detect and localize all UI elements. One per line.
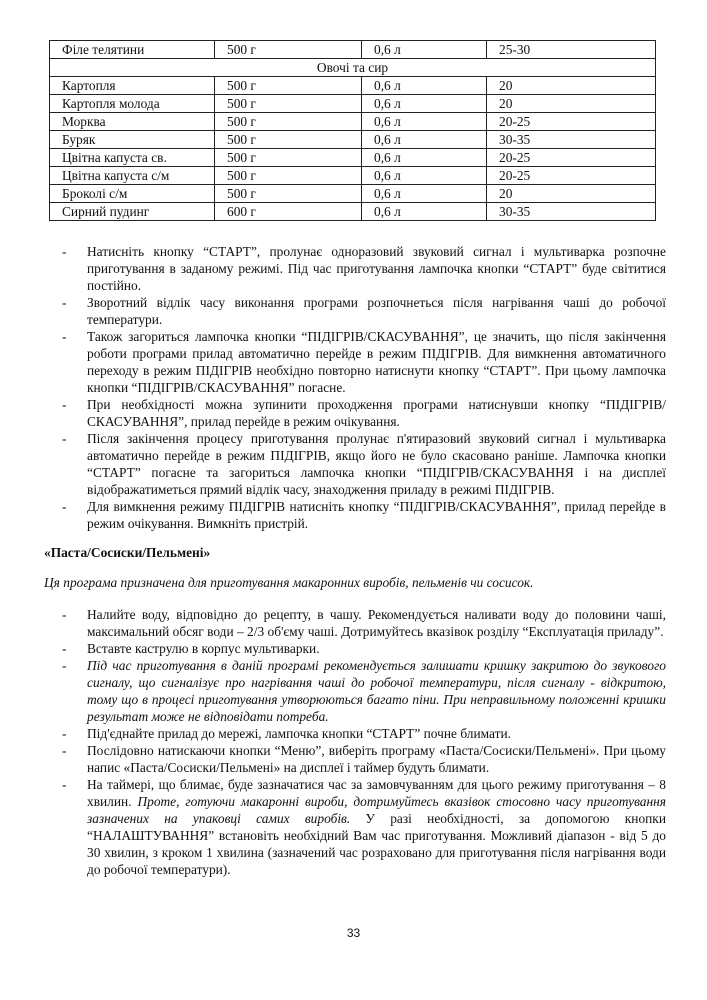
table-row [50, 131, 656, 149]
list-item [62, 430, 666, 498]
program-instructions-list [62, 606, 666, 878]
list-item [62, 243, 666, 294]
table-cell: 30-35 [487, 131, 656, 149]
list-item-text: Налийте воду, відповідно до рецепту, в чашу. Рекомендується наливати воду до половини чаші, максимальний обсяг води – 2/3 об'єму чаші. Дотримуйтесь вказівок розділу “Експлуатація приладу”. [87, 607, 666, 639]
list-item-text: Під'єднайте прилад до мережі, лампочка кнопки “СТАРТ” почне блимати. [87, 726, 512, 741]
table-cell: 20 [487, 185, 656, 203]
table-cell: 0,6 л [362, 131, 487, 149]
instructions-list [62, 243, 666, 532]
list-item [62, 657, 666, 725]
list-item-text: У разі необхідності, за допомогою кнопки “НАЛАШТУВАННЯ” встановіть необхідний Вам час приготування. Можливий діапазон - від 5 до 30 хвилин, з кроком 1 хвилина (зазначений час розраховано для приготування після нагрівання води до робочої температури). [87, 811, 666, 877]
list-item-text: Для вимкнення режиму ПІДІГРІВ натисніть кнопку “ПІДІГРІВ/СКАСУВАННЯ”, прилад перейде в режим очікування. Вимкніть пристрій. [87, 499, 666, 531]
table-row [50, 77, 656, 95]
bullet-dash: - [62, 777, 67, 792]
list-item [62, 328, 666, 396]
table-cell: 0,6 л [362, 185, 487, 203]
table-cell: Броколі с/м [50, 185, 215, 203]
table-row [50, 203, 656, 221]
table-cell: Цвітна капуста с/м [50, 167, 215, 185]
section-heading: «Паста/Сосиски/Пельмені» [44, 545, 211, 560]
list-item [62, 776, 666, 878]
table-row [50, 149, 656, 167]
bullet-dash: - [62, 743, 67, 758]
table-cell: 20 [487, 77, 656, 95]
table-cell: 20-25 [487, 167, 656, 185]
bullet-dash: - [62, 397, 67, 412]
bullet-dash: - [62, 641, 67, 656]
table-cell: 500 г [215, 77, 362, 95]
cooking-table [49, 40, 656, 221]
table-cell: 500 г [215, 149, 362, 167]
bullet-dash: - [62, 431, 67, 446]
group-title: Овочі та сир [50, 59, 656, 77]
table-cell: 0,6 л [362, 113, 487, 131]
bullet-dash: - [62, 244, 67, 259]
bullet-dash: - [62, 295, 67, 310]
table-row [50, 113, 656, 131]
bullet-dash: - [62, 499, 67, 514]
list-item [62, 606, 666, 640]
table-cell: 0,6 л [362, 95, 487, 113]
page-number: 33 [346, 926, 361, 940]
table-cell: 500 г [215, 131, 362, 149]
table-cell: Сирний пудинг [50, 203, 215, 221]
table-cell: Цвітна капуста св. [50, 149, 215, 167]
table-row [50, 167, 656, 185]
table-cell: 25-30 [487, 41, 656, 59]
table-cell: 0,6 л [362, 149, 487, 167]
table-cell: 20-25 [487, 113, 656, 131]
table-cell: 20 [487, 95, 656, 113]
table-row [50, 185, 656, 203]
list-item-text: Під час приготування в даній програмі рекомендується залишати кришку закритою до звукового сигналу, що сигналізує про нагрівання чаші до робочої температури, після сигналу - відкритою, тому що в процесі приготування утворюються багато піни. При неправильному положенні кришки результат може не відповідати потреба. [87, 658, 666, 724]
table-cell: 0,6 л [362, 41, 487, 59]
list-item [62, 742, 666, 776]
table-cell: 500 г [215, 167, 362, 185]
list-item-text: Проте, готуючи макаронні вироби, дотримуйтесь вказівок стосовно часу приготування зазначених на упаковці самих виробів. [87, 794, 666, 826]
bullet-dash: - [62, 607, 67, 622]
table-cell: 0,6 л [362, 167, 487, 185]
table-cell: Буряк [50, 131, 215, 149]
list-item-text: Також загориться лампочка кнопки “ПІДІГРІВ/СКАСУВАННЯ”, це значить, що після закінчення роботи програми прилад автоматично перейде в режим ПІДІГРІВ. Для вимкнення автоматичного переходу в режим ПІДІГРІВ необхідно повторно натиснути кнопку “СТАРТ”. При цьому лампочка кнопки “ПІДІГРІВ/СКАСУВАННЯ” погасне. [87, 329, 666, 395]
list-item [62, 640, 666, 657]
section-intro: Ця програма призначена для приготування макаронних виробів, пельменів чи сосисок. [44, 575, 534, 590]
list-item [62, 294, 666, 328]
list-item-text: Послідовно натискаючи кнопки “Меню”, виберіть програму «Паста/Сосиски/Пельмені». При цьому напис «Паста/Сосиски/Пельмені» на дисплеї і таймер будуть блимати. [87, 743, 666, 775]
table-cell: 20-25 [487, 149, 656, 167]
list-item [62, 498, 666, 532]
table-cell: 500 г [215, 185, 362, 203]
table-cell: 500 г [215, 41, 362, 59]
table-group-row [50, 59, 656, 77]
table-cell: 500 г [215, 95, 362, 113]
table-row [50, 95, 656, 113]
table-cell: Філе телятини [50, 41, 215, 59]
table-cell: Картопля [50, 77, 215, 95]
bullet-dash: - [62, 329, 67, 344]
list-item-text: На таймері, що блимає, буде зазначатися час за замовчуванням для цього режиму приготування – 8 хвилин. [87, 777, 666, 809]
table-cell: Морква [50, 113, 215, 131]
list-item [62, 396, 666, 430]
list-item-text: Натисніть кнопку “СТАРТ”, пролунає одноразовий звуковий сигнал і мультиварка розпочне приготування в заданому режимі. Під час приготування лампочка кнопки “СТАРТ” буде світитися постійно. [87, 244, 666, 293]
bullet-dash: - [62, 726, 67, 741]
table-cell: 500 г [215, 113, 362, 131]
list-item-text: При необхідності можна зупинити проходження програми натиснувши кнопку “ПІДІГРІВ/СКАСУВАННЯ”, прилад перейде в режим очікування. [87, 397, 666, 429]
table-cell: 600 г [215, 203, 362, 221]
table-row [50, 41, 656, 59]
list-item-text: Вставте каструлю в корпус мультиварки. [87, 641, 320, 656]
bullet-dash: - [62, 658, 67, 673]
table-cell: 30-35 [487, 203, 656, 221]
table-cell: Картопля молода [50, 95, 215, 113]
table-cell: 0,6 л [362, 77, 487, 95]
list-item-text: Після закінчення процесу приготування пролунає п'ятиразовий звуковий сигнал і мультиварка автоматично перейде в режим ПІДІГРІВ, якщо його не було скасовано раніше. Лампочка кнопки “СТАРТ” погасне та загориться лампочка кнопки “ПІДІГРІВ/СКАСУВАННЯ і на дисплеї відображатиметься прямий відлік часу, знаходження приладу в режимі ПІДІГРІВ. [87, 431, 666, 497]
table-cell: 0,6 л [362, 203, 487, 221]
list-item [62, 725, 666, 742]
list-item-text: Зворотний відлік часу виконання програми розпочнеться після нагрівання чаші до робочої температури. [87, 295, 666, 327]
